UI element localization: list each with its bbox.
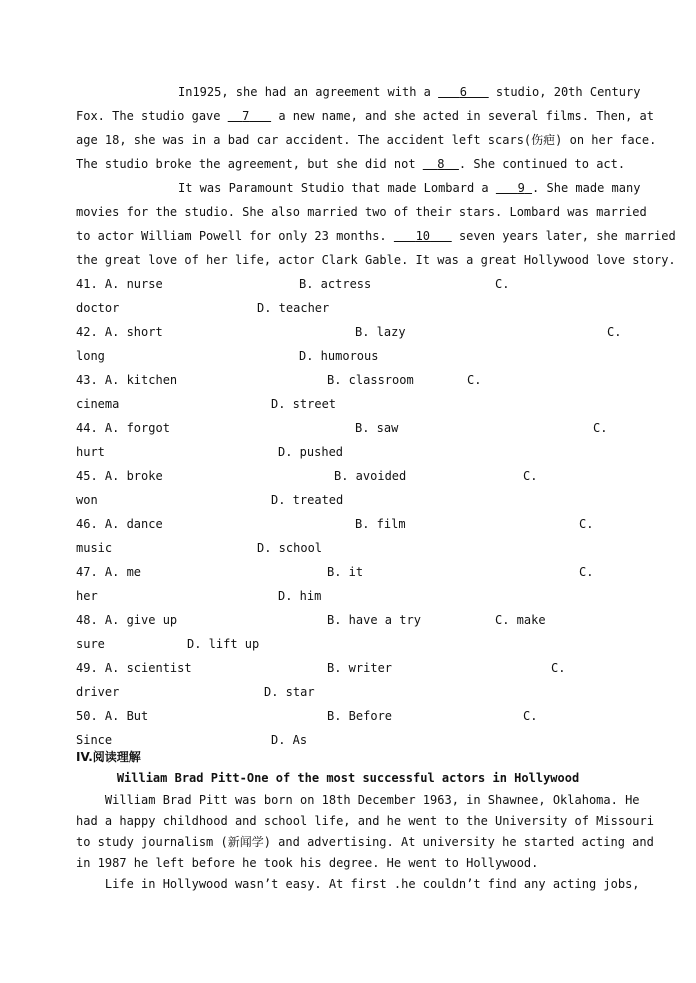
question-46-option-c: C. [579,517,594,531]
question-49-option-b: B. writer [327,661,393,675]
reading-line: had a happy childhood and school life, and he went to the University of Missouri [76,814,654,828]
question-46-option-d: D. school [257,541,323,555]
section-heading: IV.阅读理解 [76,750,141,764]
question-50-option-a: 50. A. But [76,709,149,723]
question-43-option-c-text: cinema [76,397,120,411]
question-47-option-c: C. [579,565,594,579]
reading-paragraph-2 [76,874,640,895]
question-44-option-b: B. saw [355,421,399,435]
reading-line: Life in Hollywood wasn’t easy. At first .he couldn’t find any acting jobs, [104,877,640,891]
passage-line: The studio broke the agreement, but she did not 8 . She continued to act. [76,157,626,171]
passage-line: movies for the studio. She also married two of their stars. Lombard was married [76,205,647,219]
article-title: William Brad Pitt-One of the most successful actors in Hollywood [116,771,580,785]
blank-10: 10 [415,229,431,243]
question-43-option-b: B. classroom [327,373,414,387]
question-42-option-a: 42. A. short [76,325,163,339]
question-50-option-b: B. Before [327,709,393,723]
question-44-option-a: 44. A. forgot [76,421,170,435]
question-49-option-c: C. [551,661,566,675]
passage-paragraph-2 [76,176,676,272]
question-41-option-d: D. teacher [257,301,330,315]
question-41-option-a: 41. A. nurse [76,277,163,291]
question-46-option-c-text: music [76,541,113,555]
question-48-option-c-text: sure [76,637,105,651]
question-49-option-a: 49. A. scientist [76,661,192,675]
question-44-option-c: C. [593,421,608,435]
question-45-option-c: C. [523,469,538,483]
question-45-option-a: 45. A. broke [76,469,163,483]
question-42-option-c: C. [607,325,622,339]
question-41-option-c-text: doctor [76,301,120,315]
reading-line: to study journalism (新闻学) and advertising. At university he started acting and [76,835,654,849]
question-48-option-c: C. make [495,613,546,627]
passage-line: It was Paramount Studio that made Lombard a 9 . She made many [178,181,641,195]
question-50-option-d: D. As [271,733,308,747]
question-47-option-c-text: her [76,589,98,603]
passage-line: to actor William Powell for only 23 months. 10 seven years later, she married [76,229,676,243]
question-46-option-b: B. film [355,517,406,531]
question-43-option-d: D. street [271,397,337,411]
blank-6: 6 [459,85,468,99]
blank-8: 8 [437,157,445,171]
passage-line: the great love of her life, actor Clark Gable. It was a great Hollywood love story. [76,253,676,267]
question-48-option-a: 48. A. give up [76,613,178,627]
question-45-option-c-text: won [76,493,98,507]
question-50-option-c-text: Since [76,733,113,747]
question-43-option-c: C. [467,373,482,387]
question-43-option-a: 43. A. kitchen [76,373,178,387]
question-47-option-d: D. him [278,589,322,603]
reading-line: William Brad Pitt was born on 18th December 1963, in Shawnee, Oklahoma. He [104,793,640,807]
question-42-option-d: D. humorous [299,349,379,363]
blank-7: 7 [242,109,250,123]
reading-paragraph-1 [76,790,654,874]
question-49-option-c-text: driver [76,685,120,699]
blank-9: 9 [517,181,525,195]
question-41-option-c: C. [495,277,510,291]
reading-line: in 1987 he left before he took his degree. He went to Hollywood. [76,856,539,870]
question-48-option-d: D. lift up [187,637,260,651]
question-49-option-d: D. star [264,685,315,699]
question-48-option-b: B. have a try [327,613,421,627]
question-45-option-b: B. avoided [334,469,407,483]
passage-line: In1925, she had an agreement with a 6 studio, 20th Century [178,85,641,99]
question-50-option-c: C. [523,709,538,723]
question-46-option-a: 46. A. dance [76,517,163,531]
question-41-option-b: B. actress [299,277,372,291]
question-47-option-a: 47. A. me [76,565,142,579]
question-44-option-d: D. pushed [278,445,344,459]
question-47-option-b: B. it [327,565,364,579]
passage-line: age 18, she was in a bad car accident. The accident left scars(伤疤) on her face. [76,133,657,147]
passage-paragraph-1 [76,80,657,176]
question-42-option-c-text: long [76,349,105,363]
question-45-option-d: D. treated [271,493,344,507]
passage-line: Fox. The studio gave 7 a new name, and she acted in several films. Then, at [76,109,654,123]
question-42-option-b: B. lazy [355,325,406,339]
question-44-option-c-text: hurt [76,445,105,459]
